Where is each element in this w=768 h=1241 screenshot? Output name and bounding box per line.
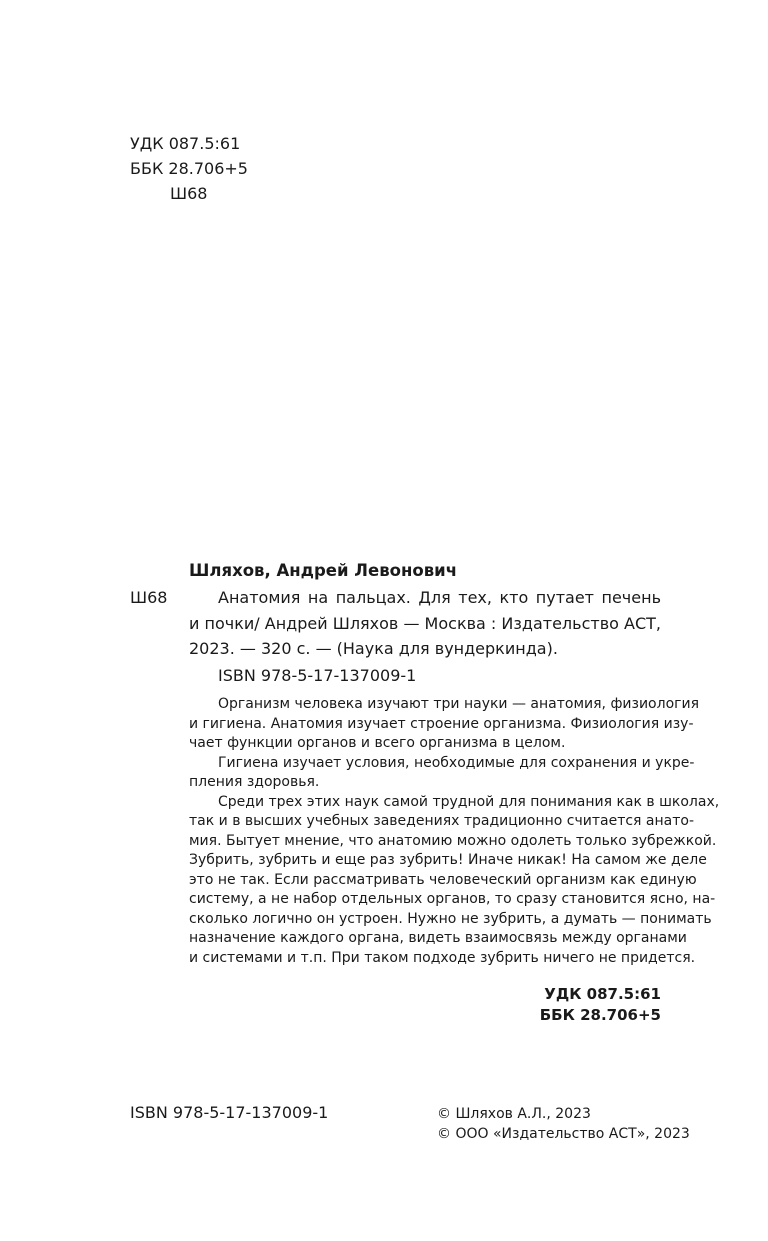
- annotation-line: Организм человека изучают три науки — анатомия, физиология: [218, 696, 700, 712]
- isbn-record: ISBN 978-5-17-137009-1: [218, 666, 417, 685]
- annotation-line: и гигиена. Анатомия изучает строение организма. Физиология изу-: [189, 715, 694, 732]
- udk-code-top: УДК 087.5:61: [130, 134, 241, 153]
- author-mark-record: Ш68: [130, 588, 168, 607]
- annotation-line: так и в высших учебных заведениях традиционно считается анато-: [189, 813, 695, 829]
- copyright-publisher: © ООО «Издательство АСТ», 2023: [437, 1126, 690, 1142]
- description-line: Анатомия на пальцах. Для тех, кто путает печень: [218, 588, 661, 607]
- udk-code-bottom: УДК 087.5:61: [544, 985, 661, 1003]
- bibliographic-description: [189, 585, 661, 662]
- description-line: 2023. — 320 с. — (Наука для вундеркинда).: [189, 639, 558, 658]
- bbk-code-bottom: ББК 28.706+5: [539, 1006, 661, 1024]
- annotation-line: систему, а не набор отдельных органов, то сразу становится ясно, на-: [189, 891, 716, 907]
- description-line: и почки/ Андрей Шляхов — Москва : Издательство АСТ,: [189, 613, 661, 633]
- annotation-line: чает функции органов и всего организма в целом.: [189, 735, 566, 751]
- annotation-line: пления здоровья.: [189, 774, 320, 790]
- annotation-line: Гигиена изучает условия, необходимые для сохранения и укре-: [218, 754, 695, 771]
- author-heading: Шляхов, Андрей Левонович: [189, 561, 458, 580]
- annotation: [189, 695, 720, 968]
- annotation-line: это не так. Если рассматривать человеческий организм как единую: [189, 871, 697, 888]
- annotation-line: Среди трех этих наук самой трудной для понимания как в школах,: [218, 793, 720, 810]
- copyright-author: © Шляхов А.Л., 2023: [437, 1106, 591, 1122]
- annotation-line: сколько логично он устроен. Нужно не зубрить, а думать — понимать: [189, 910, 712, 927]
- annotation-line: мия. Бытует мнение, что анатомию можно одолеть только зубрежкой.: [189, 832, 717, 849]
- annotation-line: Зубрить, зубрить и еще раз зубрить! Иначе никак! На самом же деле: [189, 852, 707, 868]
- annotation-line: назначение каждого органа, видеть взаимосвязь между органами: [189, 930, 687, 946]
- author-mark-top: Ш68: [170, 184, 208, 203]
- bbk-code-top: ББК 28.706+5: [130, 159, 248, 178]
- annotation-line: и системами и т.п. При таком подходе зубрить ничего не придется.: [189, 949, 696, 966]
- isbn-footer: ISBN 978-5-17-137009-1: [130, 1103, 329, 1122]
